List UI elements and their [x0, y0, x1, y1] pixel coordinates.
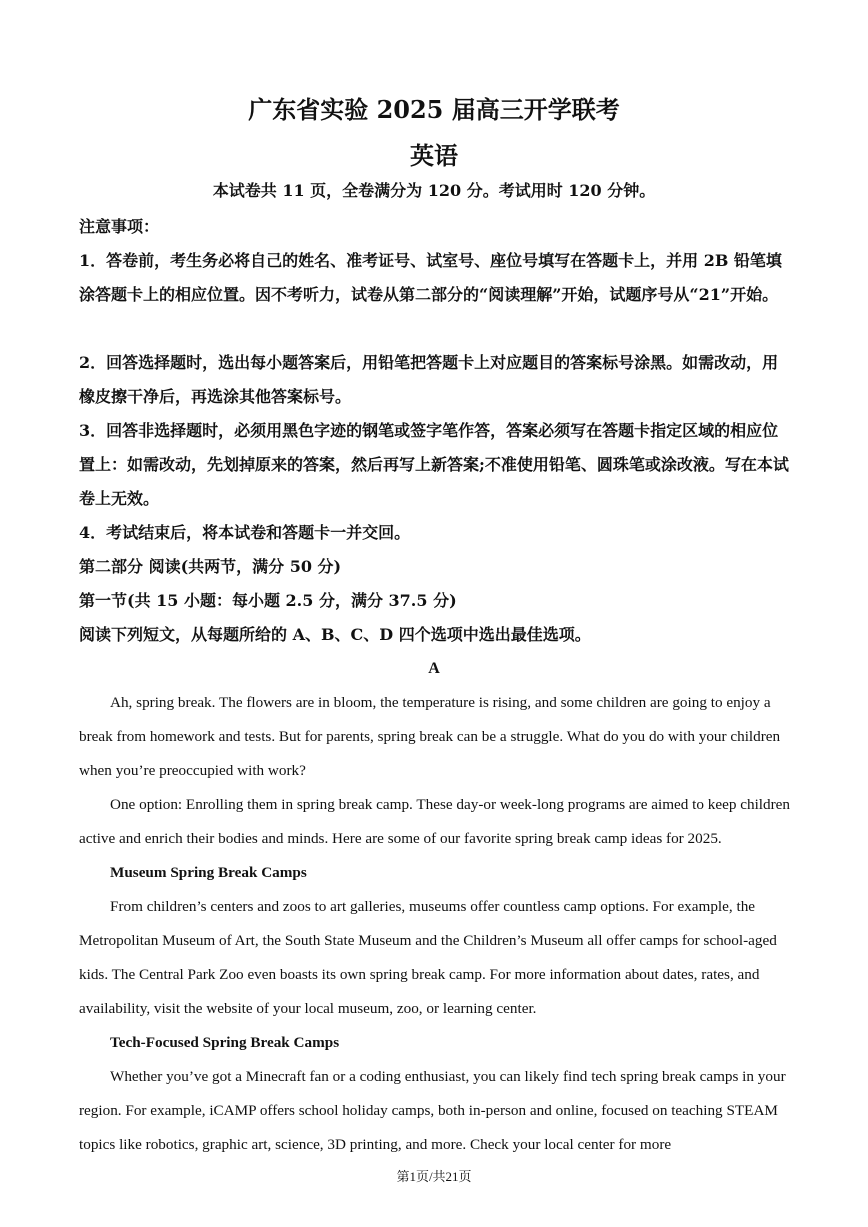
part-title: 第二部分 阅读(共两节，满分 50 分) [79, 557, 342, 576]
notice-item-3: 3．回答非选择题时，必须用黑色字迹的钢笔或签字笔作答，答案必须写在答题卡指定区域的相应位置上：如需改动，先划掉原来的答案，然后再写上新答案;不准使用铅笔、圆珠笔或涂改液。写在本试卷上无效。 [79, 421, 789, 508]
exam-info: 本试卷共 11 页，全卷满分为 120 分。考试用时 120 分钟。 [212, 181, 656, 200]
passage-subheading-museum: Museum Spring Break Camps [110, 864, 307, 881]
passage-subheading-tech: Tech-Focused Spring Break Camps [110, 1034, 340, 1051]
page-number: 第1页/共21页 [396, 1169, 472, 1184]
notice-item-2: 2．回答选择题时，选出每小题答案后，用铅笔把答题卡上对应题目的答案标号涂黑。如需改动，用橡皮擦干净后，再选涂其他答案标号。 [79, 353, 779, 406]
exam-title: 广东省实验 2025 届高三开学联考 [248, 95, 620, 124]
notice-heading: 注意事项： [79, 217, 160, 236]
passage-label: A [428, 660, 440, 677]
notice-item-4: 4．考试结束后，将本试卷和答题卡一并交回。 [79, 523, 411, 542]
passage-paragraph-3: From children’s centers and zoos to art galleries, museums offer countless camp options. For example, the Metropolitan Museum of Art, the South State Museum and the Children’s Museum all offer camps for school-aged kids. The Central Park Zoo even boasts its own spring break camp. For more information about dates, rates, and availability, visit the website of your local museum, zoo, or learning center. [79, 898, 777, 1017]
passage-paragraph-4: Whether you’ve got a Minecraft fan or a coding enthusiast, you can likely find tech spring break camps in your region. For example, iCAMP offers school holiday camps, both in-person and online, focused on teaching STEAM topics like robotics, graphic art, science, 3D printing, and more. Check your local center for more [79, 1068, 786, 1153]
passage-paragraph-1: Ah, spring break. The flowers are in bloom, the temperature is rising, and some children are going to enjoy a break from homework and tests. But for parents, spring break can be a struggle. What do you do with your children when you’re preoccupied with work? [79, 694, 781, 779]
section-instruction: 阅读下列短文，从每题所给的 A、B、C、D 四个选项中选出最佳选项。 [79, 625, 591, 644]
passage-paragraph-2: One option: Enrolling them in spring break camp. These day-or week-long programs are aimed to keep children active and enrich their bodies and minds. Here are some of our favorite spring break camp ideas for 2025. [79, 796, 790, 847]
section-title: 第一节(共 15 小题：每小题 2.5 分，满分 37.5 分) [79, 591, 457, 610]
subject-title: 英语 [410, 141, 458, 170]
notice-item-1: 1．答卷前，考生务必将自己的姓名、准考证号、试室号、座位号填写在答题卡上，并用 2B 铅笔填涂答题卡上的相应位置。因不考听力，试卷从第二部分的“阅读理解”开始，试题序号从“21”开始。 [79, 251, 782, 304]
